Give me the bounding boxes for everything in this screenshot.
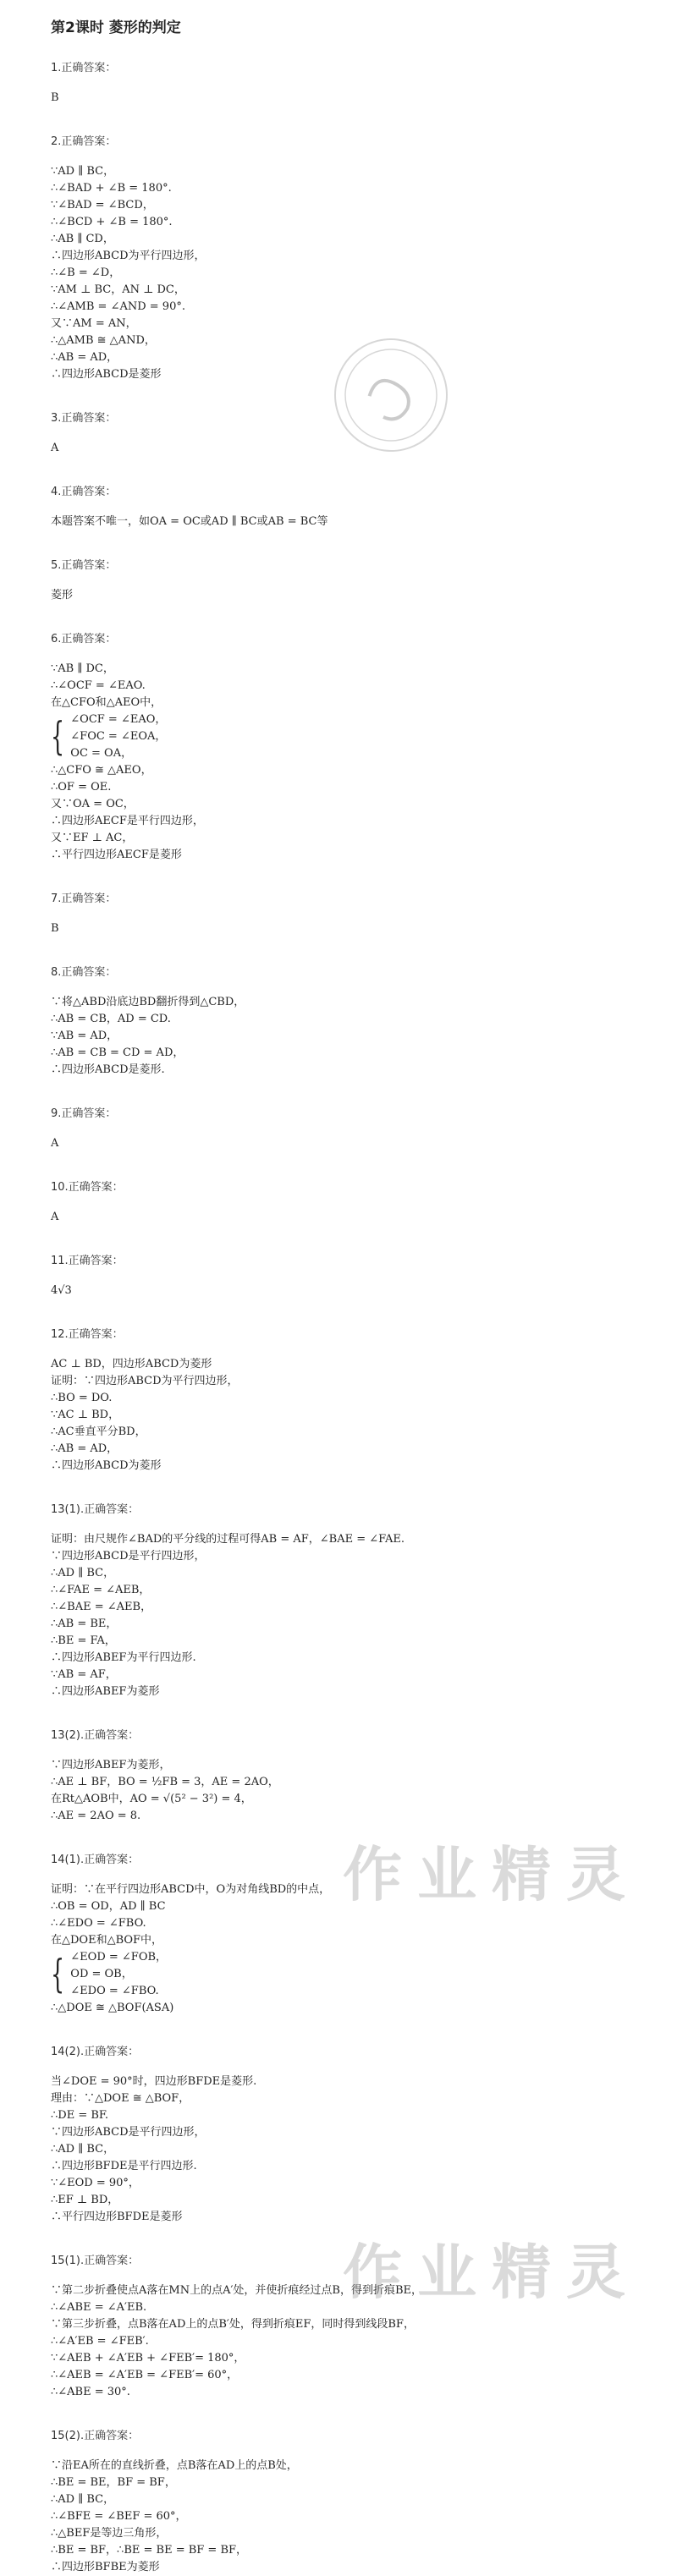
answer-line: 在Rt△AOB中，AO = √(5² − 3²) = 4， — [51, 1793, 252, 1805]
answer-line: ∠OCF = ∠EAO， — [70, 713, 167, 726]
question-header: 12.正确答案： — [51, 1328, 124, 1341]
answer-line: 又∵EF ⊥ AC， — [51, 832, 134, 844]
brace-items — [70, 711, 166, 762]
answer-block — [51, 482, 626, 530]
answer-line: A — [51, 442, 59, 454]
answer-line: ∴△BEF是等边三角形， — [51, 2527, 168, 2540]
answer-block — [51, 1104, 626, 1152]
answer-line: ∴四边形BFDE是平行四边形. — [51, 2160, 197, 2172]
answer-line: OD = OB， — [70, 1968, 133, 1980]
question-header: 10.正确答案： — [51, 1181, 124, 1194]
watermark-bottom: 作业精灵 — [343, 2238, 641, 2307]
answer-line: ∵AB = AD， — [51, 1030, 118, 1042]
watermark-mid: 作业精灵 — [343, 1840, 641, 1909]
answer-body — [51, 1356, 626, 1475]
brace-system — [51, 1949, 626, 2000]
brace-items — [70, 1949, 167, 2000]
answer-line: ∵AB = AF， — [51, 1668, 117, 1681]
answer-line: ∴EF ⊥ BD， — [51, 2194, 119, 2206]
answer-body — [51, 1757, 626, 1825]
answer-body — [51, 1209, 626, 1226]
answer-line: ∴AB = AD， — [51, 1442, 118, 1455]
answer-line: ∵四边形ABCD是平行四边形， — [51, 2126, 206, 2139]
answer-line: ∴∠BAD + ∠B = 180°. — [51, 182, 172, 195]
answer-body — [51, 2458, 626, 2576]
answer-line: B — [51, 922, 59, 935]
answer-block — [51, 1178, 626, 1226]
question-header: 13(1).正确答案： — [51, 1503, 140, 1516]
answer-line: 菱形 — [51, 589, 74, 601]
answer-line: ∴四边形AECF是平行四边形， — [51, 815, 204, 827]
answer-line: ∴四边形ABEF为菱形 — [51, 1685, 160, 1698]
answer-line: A — [51, 1211, 59, 1223]
answer-line: ∵AM ⊥ BC，AN ⊥ DC， — [51, 283, 185, 296]
answer-line: ∴∠BAE = ∠AEB， — [51, 1601, 152, 1613]
answer-line: ∴四边形ABEF为平行四边形. — [51, 1651, 196, 1664]
answer-line: 又∵AM = AN， — [51, 317, 137, 330]
question-header: 4.正确答案： — [51, 486, 117, 498]
answer-line: ∴AE = 2AO = 8. — [51, 1810, 141, 1822]
question-header: 14(1).正确答案： — [51, 1854, 140, 1866]
answer-line: 理由：∵△DOE ≅ △BOF， — [51, 2092, 190, 2105]
answer-body — [51, 2282, 626, 2401]
answer-block — [51, 1251, 626, 1299]
answer-line: ∵AD ∥ BC， — [51, 165, 115, 178]
answer-line: ∴△AMB ≅ △AND， — [51, 334, 156, 347]
answer-line: ∴AB = BE， — [51, 1618, 118, 1630]
question-header: 13(2).正确答案： — [51, 1729, 140, 1742]
question-header: 8.正确答案： — [51, 966, 117, 979]
left-brace: { — [51, 1951, 65, 1997]
question-header: 15(2).正确答案： — [51, 2430, 140, 2442]
answer-line: ∴∠EDO = ∠FBO. — [51, 1917, 146, 1930]
answer-block — [51, 963, 626, 1079]
question-header: 3.正确答案： — [51, 412, 117, 425]
answer-line: 证明：∵在平行四边形ABCD中，O为对角线BD的中点， — [51, 1883, 331, 1896]
answer-line: ∵四边形ABEF为菱形， — [51, 1759, 171, 1771]
answer-body — [51, 2073, 626, 2226]
answer-block — [51, 629, 626, 864]
answer-block — [51, 409, 626, 457]
answer-line: 在△CFO和△AEO中， — [51, 696, 162, 709]
answer-line: ∴OF = OE. — [51, 781, 112, 794]
answer-line: ∵将△ABD沿底边BD翻折得到△CBD， — [51, 996, 245, 1008]
answer-line: 当∠DOE = 90°时，四边形BFDE是菱形. — [51, 2075, 257, 2088]
answer-body — [51, 920, 626, 937]
answer-line: ∴AB ∥ CD， — [51, 233, 114, 245]
answer-line: ∵AB ∥ DC， — [51, 662, 114, 675]
answer-line: OC = OA， — [70, 747, 133, 760]
answer-line: A — [51, 1137, 59, 1150]
question-header: 6.正确答案： — [51, 633, 117, 645]
answer-line: ∴AB = CB = CD = AD， — [51, 1046, 184, 1059]
page-title: 第2课时 菱形的判定 — [51, 19, 181, 36]
answer-line: ∴∠ABE = ∠A′EB. — [51, 2301, 147, 2314]
answer-line: ∵第三步折叠，点B落在AD上的点B′处，得到折痕EF，同时得到线段BF， — [51, 2318, 415, 2331]
answer-line: ∴AB = CB，AD = CD. — [51, 1013, 171, 1025]
answer-block — [51, 1850, 626, 2017]
answer-line: ∵沿EA所在的直线折叠，点B落在AD上的点B处， — [51, 2459, 298, 2472]
answer-block — [51, 2426, 626, 2576]
question-header: 11.正确答案： — [51, 1255, 124, 1267]
answer-block — [51, 556, 626, 604]
question-header: 1.正确答案： — [51, 62, 117, 74]
answer-line: ∠EDO = ∠FBO. — [70, 1985, 159, 1997]
answer-line: ∴∠BFE = ∠BEF = 60°， — [51, 2510, 187, 2523]
answer-line: ∴AE ⊥ BF，BO = ½FB = 3，AE = 2AO， — [51, 1776, 279, 1788]
answer-line: ∴BO = DO. — [51, 1392, 113, 1404]
answer-line: ∴DE = BF. — [51, 2109, 109, 2122]
answer-body — [51, 1283, 626, 1299]
answer-line: 证明：∵四边形ABCD为平行四边形， — [51, 1375, 239, 1387]
answer-line: ∴∠B = ∠D， — [51, 266, 121, 279]
answer-line: AC ⊥ BD，四边形ABCD为菱形 — [51, 1358, 212, 1370]
answer-line: 证明：由尺规作∠BAD的平分线的过程可得AB = AF，∠BAE = ∠FAE. — [51, 1533, 405, 1546]
answer-block — [51, 2042, 626, 2226]
answer-line: ∴∠FAE = ∠AEB， — [51, 1584, 151, 1596]
answer-line: 在△DOE和△BOF中， — [51, 1934, 163, 1947]
answer-line: ∴AD ∥ BC， — [51, 2493, 115, 2506]
answer-line: ∠EOD = ∠FOB， — [70, 1951, 168, 1964]
answer-line: ∴四边形ABCD为菱形 — [51, 1459, 162, 1472]
brace-system — [51, 711, 626, 762]
answer-block — [51, 132, 626, 383]
answer-body — [51, 514, 626, 530]
answer-line: ∴∠AMB = ∠AND = 90°. — [51, 300, 185, 313]
answer-line: ∴∠AEB = ∠A′EB = ∠FEB′= 60°， — [51, 2369, 239, 2381]
answer-line: ∵∠EOD = 90°， — [51, 2177, 140, 2189]
answer-line: 又∵OA = OC， — [51, 798, 135, 810]
answer-line: ∵AC ⊥ BD， — [51, 1409, 120, 1421]
answer-body — [51, 1881, 626, 2017]
answer-line: ∴AD ∥ BC， — [51, 1567, 115, 1579]
answer-line: ∴∠BCD + ∠B = 180°. — [51, 216, 173, 228]
answer-line: 4√3 — [51, 1284, 72, 1297]
answer-line: ∴△DOE ≅ △BOF(ASA) — [51, 2002, 174, 2014]
answer-line: ∴四边形BFBE为菱形 — [51, 2561, 160, 2573]
question-header: 7.正确答案： — [51, 893, 117, 905]
answer-line: ∴BE = BE，BF = BF， — [51, 2476, 176, 2489]
answer-line: B — [51, 91, 59, 104]
answer-line: ∴∠A′EB = ∠FEB′. — [51, 2335, 149, 2348]
answer-block — [51, 889, 626, 937]
answer-line: ∴△CFO ≅ △AEO， — [51, 764, 152, 777]
answer-line: ∵∠BAD = ∠BCD， — [51, 199, 154, 211]
answer-line: ∴BE = BF，∴BE = BE = BF = BF， — [51, 2544, 248, 2557]
question-header: 5.正确答案： — [51, 559, 117, 572]
answer-line: ∴∠ABE = 30°. — [51, 2386, 130, 2398]
answer-block — [51, 1726, 626, 1825]
answer-line: ∵四边形ABCD是平行四边形， — [51, 1550, 206, 1563]
question-header: 9.正确答案： — [51, 1107, 117, 1120]
answer-block — [51, 1500, 626, 1700]
question-list — [51, 58, 626, 2576]
answer-block — [51, 2251, 626, 2401]
answer-line: ∴AD ∥ BC， — [51, 2143, 115, 2156]
answer-line: ∴四边形ABCD为平行四边形， — [51, 250, 206, 262]
question-header: 2.正确答案： — [51, 135, 117, 148]
answer-line: ∴AC垂直平分BD， — [51, 1425, 146, 1438]
answer-body — [51, 440, 626, 457]
answer-body — [51, 1531, 626, 1700]
answer-body — [51, 994, 626, 1079]
answer-body — [51, 90, 626, 107]
answer-line: ∴四边形ABCD是菱形. — [51, 1063, 165, 1076]
answer-block — [51, 58, 626, 107]
answer-line: ∴∠OCF = ∠EAO. — [51, 679, 146, 692]
question-header: 15(1).正确答案： — [51, 2255, 140, 2267]
answer-line: ∴平行四边形BFDE是菱形 — [51, 2211, 183, 2223]
answer-line: ∴OB = OD，AD ∥ BC — [51, 1900, 166, 1913]
answer-line: 本题答案不唯一，如OA = OC或AD ∥ BC或AB = BC等 — [51, 515, 328, 528]
question-header: 14(2).正确答案： — [51, 2046, 140, 2058]
answer-line: ∠FOC = ∠EOA， — [70, 730, 167, 743]
answer-line: ∴BE = FA， — [51, 1634, 116, 1647]
answer-block — [51, 1325, 626, 1475]
answer-body — [51, 163, 626, 383]
answer-line: ∴平行四边形AECF是菱形 — [51, 849, 182, 861]
answer-line: ∴四边形ABCD是菱形 — [51, 368, 162, 381]
answer-body — [51, 587, 626, 604]
answer-body — [51, 1135, 626, 1152]
answer-line: ∵∠AEB + ∠A′EB + ∠FEB′= 180°， — [51, 2352, 245, 2365]
answer-line: ∵第二步折叠使点A落在MN上的点A′处，并使折痕经过点B，得到折痕BE， — [51, 2284, 423, 2297]
left-brace: { — [51, 713, 65, 759]
answer-line: ∴AB = AD， — [51, 351, 118, 364]
answer-body — [51, 661, 626, 864]
